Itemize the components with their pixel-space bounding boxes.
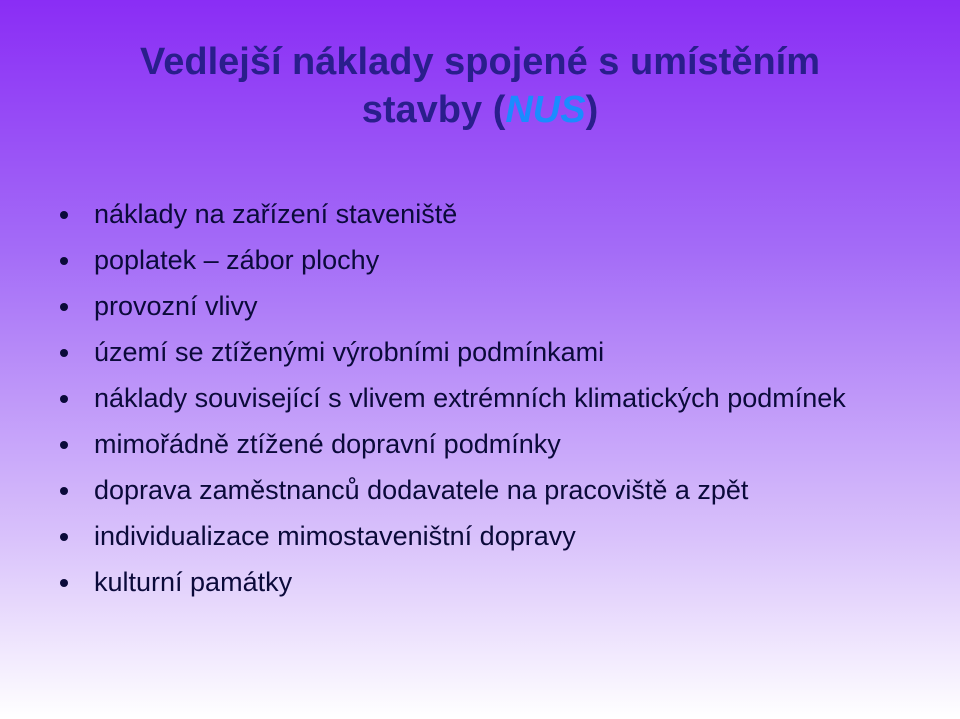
list-item bbox=[56, 564, 936, 601]
list-item bbox=[56, 242, 936, 279]
bullet-list bbox=[56, 196, 936, 610]
bullet-icon bbox=[60, 303, 68, 311]
list-item-text: doprava zaměstnanců dodavatele na pracoviště a zpět bbox=[94, 475, 749, 505]
bullet-icon bbox=[60, 395, 68, 403]
bullet-icon bbox=[60, 211, 68, 219]
title-line-2-prefix: stavby ( bbox=[361, 89, 506, 131]
title-line-1: Vedlejší náklady spojené s umístěním bbox=[139, 41, 821, 83]
list-item-text: území se ztíženými výrobními podmínkami bbox=[94, 337, 605, 367]
bullet-icon bbox=[60, 349, 68, 357]
bullet-icon bbox=[60, 441, 68, 449]
title-acronym: NUS bbox=[505, 89, 586, 131]
list-item-text: náklady související s vlivem extrémních klimatických podmínek bbox=[94, 383, 846, 413]
list-item bbox=[56, 196, 936, 233]
bullet-icon bbox=[60, 579, 68, 587]
list-item-text: poplatek – zábor plochy bbox=[94, 245, 380, 275]
bullet-icon bbox=[60, 487, 68, 495]
list-item bbox=[56, 334, 936, 371]
list-item-text: kulturní památky bbox=[94, 567, 293, 597]
list-item bbox=[56, 472, 936, 509]
list-item-text: náklady na zařízení staveniště bbox=[94, 199, 458, 229]
slide-title bbox=[0, 38, 960, 134]
list-item bbox=[56, 426, 936, 463]
title-line-2 bbox=[0, 86, 960, 134]
list-item-text: individualizace mimostaveništní dopravy bbox=[94, 521, 576, 551]
list-item bbox=[56, 380, 936, 417]
list-item-text: provozní vlivy bbox=[94, 291, 258, 321]
bullet-icon bbox=[60, 257, 68, 265]
bullet-icon bbox=[60, 533, 68, 541]
list-item bbox=[56, 288, 936, 325]
title-line-2-suffix: ) bbox=[585, 89, 599, 131]
list-item bbox=[56, 518, 936, 555]
list-item-text: mimořádně ztížené dopravní podmínky bbox=[94, 429, 561, 459]
